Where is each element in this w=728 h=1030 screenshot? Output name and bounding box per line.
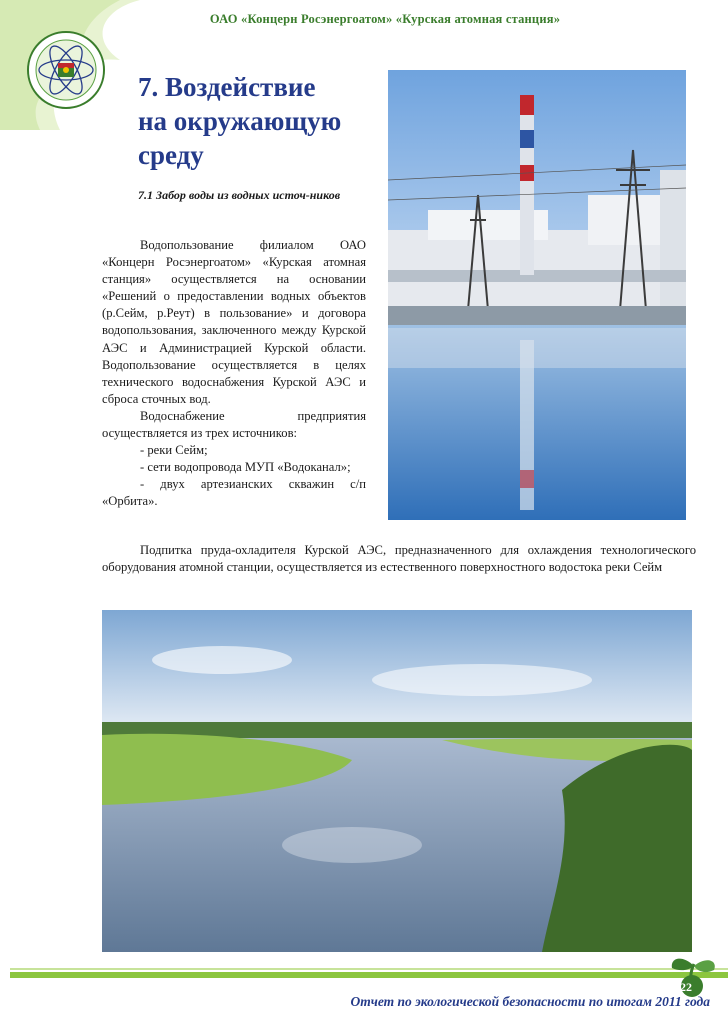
paragraph: Водоснабжение предприятия осуществляется из трех источников:: [102, 408, 366, 441]
subsection-heading: 7.1 Забор воды из водных источ-ников: [138, 188, 341, 202]
list-item: - сети водопровода МУП «Водоканал»;: [140, 460, 351, 475]
kursk-npp-logo: [26, 30, 106, 110]
heading-line: на окружающую: [138, 106, 342, 136]
footer-band: [10, 968, 728, 982]
list-item: - двух артезианских скважин с/п «Орбита».: [102, 477, 366, 509]
header-title: ОАО «Концерн Росэнергоатом» «Курская атомная станция»: [209, 12, 561, 26]
paragraph: Водопользование филиалом ОАО «Концерн Росэнергоатом» «Курская атомная станция» осуществляется на основании «Решений о предоставлении водных объектов (р.Сейм, р.Реут) в пользование» и договора водопользования, заключенного между Курской АЭС и Администрацией Курской области. Водопользование осуществляется в целях технического водоснабжения Курской АЭС и сброса сточных вод.: [102, 238, 366, 406]
paragraph: Подпитка пруда-охладителя Курской АЭС, предназначенного для охлаждения технологического оборудования атомной станции, осуществляется из естественного поверхностного водостока реки Сейм: [102, 543, 696, 575]
heading-line: 7. Воздействие: [138, 72, 316, 102]
heading-line: среду: [138, 140, 204, 170]
footer-report-title: Отчет по экологической безопасности по итогам 2011 года: [350, 994, 710, 1009]
body-full-width: [102, 542, 696, 576]
list-item: - реки Сейм;: [140, 443, 208, 458]
river-landscape-photo: [102, 610, 692, 952]
nuclear-plant-photo: [388, 70, 686, 520]
page-number: 22: [680, 980, 692, 994]
section-heading: [138, 70, 378, 172]
body-column: [102, 237, 366, 511]
